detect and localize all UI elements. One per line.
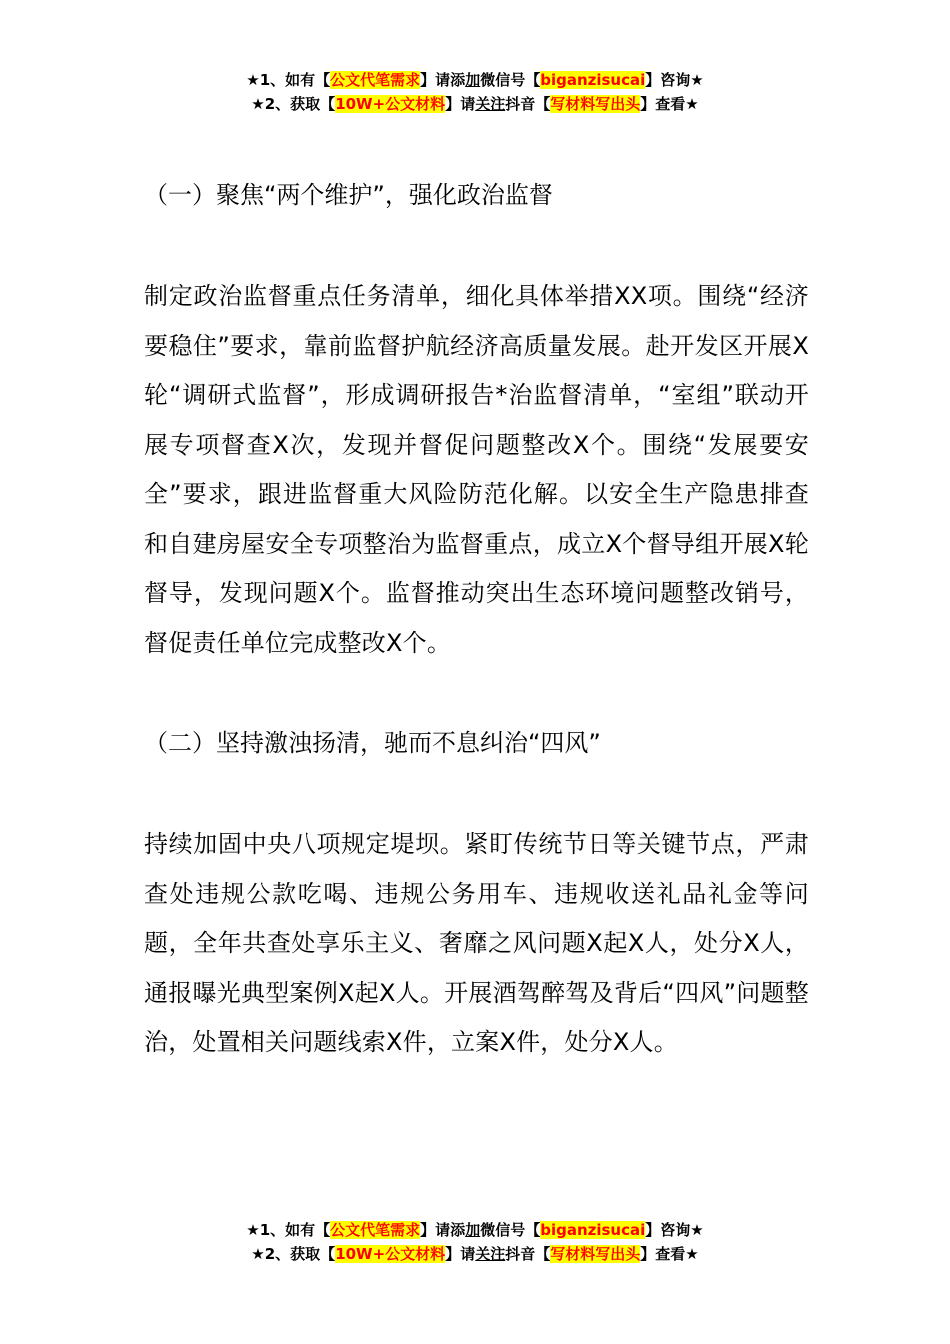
- banner-text: 】查看★: [640, 95, 699, 113]
- banner-text: 微信号【: [480, 71, 541, 89]
- banner-text: ★1、如有【: [246, 71, 331, 89]
- banner-underlined-text: 加: [465, 71, 481, 89]
- highlight-wechat-id: biganzisucai: [540, 71, 646, 89]
- highlight-douyin-account: 写材料写出头: [550, 95, 641, 113]
- banner-text: 】请添: [420, 1221, 466, 1239]
- banner-text: ★2、获取【: [251, 1245, 336, 1263]
- highlight-materials: 10W+公文材料: [335, 1245, 446, 1263]
- banner-line-1: [0, 1218, 950, 1242]
- banner-underlined-text: 关注: [475, 95, 506, 113]
- banner-text: ★1、如有【: [246, 1221, 331, 1239]
- banner-text: 】请添: [420, 71, 466, 89]
- banner-underlined-text: 加: [465, 1221, 481, 1239]
- section-heading-2: （二）坚持激浊扬清，驰而不息纠治“四风”: [144, 729, 601, 757]
- banner-text: 】咨询★: [645, 71, 704, 89]
- highlight-wechat-id: biganzisucai: [540, 1221, 646, 1239]
- banner-text: 】咨询★: [645, 1221, 704, 1239]
- banner-text: 】请: [445, 1245, 476, 1263]
- banner-text: ★2、获取【: [251, 95, 336, 113]
- highlight-douyin-account: 写材料写出头: [550, 1245, 641, 1263]
- banner-line-2: [0, 1242, 950, 1266]
- section-heading-1: （一）聚焦“两个维护”，强化政治监督: [144, 181, 553, 209]
- spacer: [144, 668, 809, 718]
- document-body: [144, 170, 809, 1068]
- header-banner: [0, 68, 950, 116]
- spacer: [144, 220, 809, 272]
- banner-line-1: [0, 68, 950, 92]
- highlight-service: 公文代笔需求: [330, 1221, 421, 1239]
- banner-text: 抖音【: [505, 1245, 551, 1263]
- banner-text: 】请: [445, 95, 476, 113]
- spacer: [144, 768, 809, 820]
- footer-banner: [0, 1218, 950, 1266]
- section-paragraph-2: 持续加固中央八项规定堤坝。紧盯传统节日等关键节点，严肃查处违规公款吃喝、违规公务用车、违规收送礼品礼金等问题，全年共查处享乐主义、奢靡之风问题X起X人，处分X人，通报曝光典型案例X起X人。开展酒驾醉驾及背后“四风”问题整治，处置相关问题线索X件，立案X件，处分X人。: [144, 830, 809, 1056]
- highlight-materials: 10W+公文材料: [335, 95, 446, 113]
- banner-text: 抖音【: [505, 95, 551, 113]
- highlight-service: 公文代笔需求: [330, 71, 421, 89]
- banner-text: 微信号【: [480, 1221, 541, 1239]
- banner-underlined-text: 关注: [475, 1245, 506, 1263]
- section-paragraph-1: 制定政治监督重点任务清单，细化具体举措XX项。围绕“经济要稳住”要求，靠前监督护航经济高质量发展。赴开发区开展X轮“调研式监督”，形成调研报告*治监督清单，“室组”联动开展专项督查X次，发现并督促问题整改X个。围绕“发展要安全”要求，跟进监督重大风险防范化解。以安全生产隐患排查和自建房屋安全专项整治为监督重点，成立X个督导组开展X轮督导，发现问题X个。监督推动突出生态环境问题整改销号，督促责任单位完成整改X个。: [144, 282, 809, 657]
- banner-line-2: [0, 92, 950, 116]
- banner-text: 】查看★: [640, 1245, 699, 1263]
